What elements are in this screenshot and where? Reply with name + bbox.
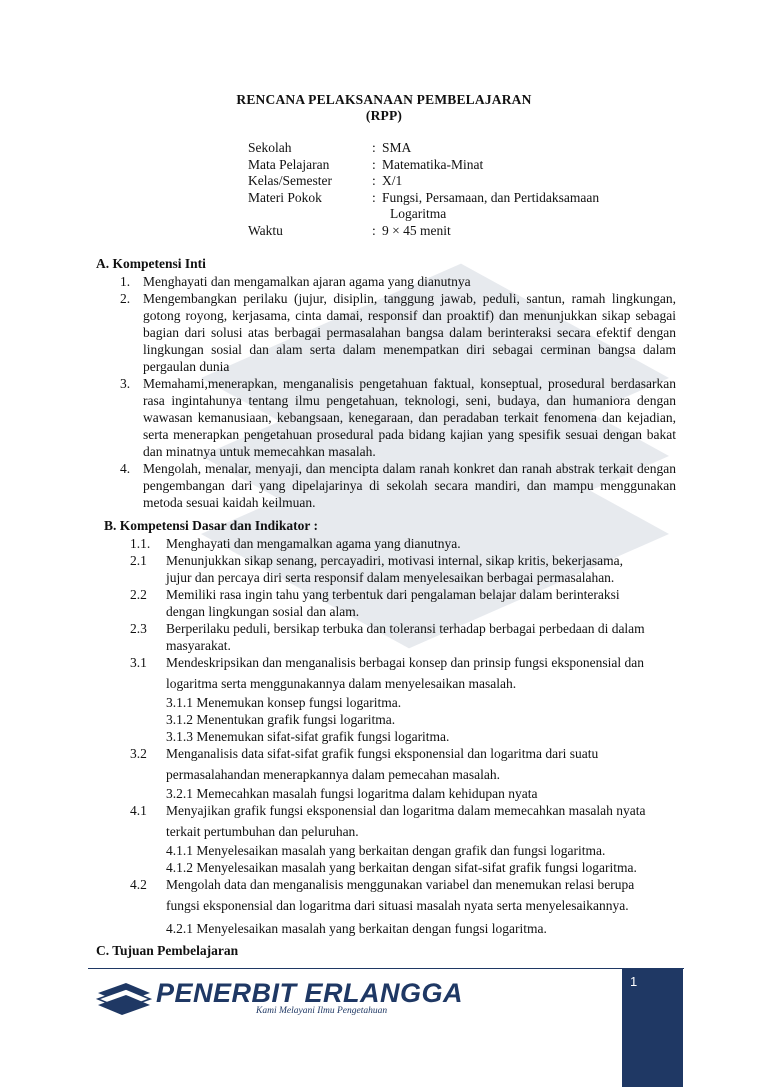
- kd-text: Berperilaku peduli, bersikap terbuka dan toleransi terhadap berbagai perbedaan di dalam: [166, 621, 645, 636]
- kd-text: logaritma serta menggunakannya dalam menyelesaikan masalah.: [166, 676, 517, 691]
- publisher-logo: [96, 977, 464, 1021]
- document-title: RENCANA PELAKSANAAN PEMBELAJARAN: [236, 92, 532, 107]
- kd-indicator: 3.1.3 Menemukan sifat-sifat grafik fungsi logaritma.: [166, 729, 450, 744]
- meta-value: Fungsi, Persamaan, dan Pertidaksamaan: [382, 189, 600, 205]
- publisher-name: PENERBIT ERLANGGA: [156, 978, 464, 1008]
- meta-colon: :: [372, 222, 376, 238]
- kd-text: Menunjukkan sikap senang, percayadiri, motivasi internal, sikap kritis, bekerjasama,: [166, 553, 623, 568]
- kd-indicator: 3.1.2 Menentukan grafik fungsi logaritma.: [166, 712, 396, 727]
- list-item-number: 1.: [120, 274, 131, 289]
- section-c-heading: C. Tujuan Pembelajaran: [96, 943, 239, 958]
- meta-label: Mata Pelajaran: [248, 156, 330, 172]
- book-stack-icon: [96, 979, 152, 1017]
- kd-indicator: 4.1.1 Menyelesaikan masalah yang berkaitan dengan grafik dan fungsi logaritma.: [166, 843, 606, 858]
- kd-indicator: 4.2.1 Menyelesaikan masalah yang berkaitan dengan fungsi logaritma.: [166, 921, 547, 936]
- meta-label: Materi Pokok: [248, 189, 322, 205]
- meta-label: Kelas/Semester: [248, 173, 332, 188]
- meta-label: Sekolah: [248, 140, 292, 155]
- kd-text: Mendeskripsikan dan menganalisis berbagai konsep dan prinsip fungsi eksponensial dan: [166, 655, 645, 670]
- kompetensi-inti-list: [120, 273, 676, 511]
- meta-colon: :: [372, 156, 376, 172]
- kd-text: Mengolah data dan menganalisis menggunakan variabel dan menemukan relasi berupa: [166, 877, 635, 892]
- list-item-number: 2.: [120, 291, 131, 306]
- list-item-number: 4.: [120, 461, 131, 476]
- section-a-heading: A. Kompetensi Inti: [96, 256, 206, 271]
- kd-text: Menghayati dan mengamalkan agama yang dianutnya.: [166, 536, 461, 551]
- list-item: [120, 273, 676, 290]
- page-number: 1: [630, 974, 638, 989]
- kd-number: 3.1: [130, 655, 147, 670]
- meta-colon: :: [372, 189, 376, 205]
- section-b-heading: B. Kompetensi Dasar dan Indikator :: [104, 518, 319, 533]
- list-item-number: 3.: [120, 376, 131, 391]
- kd-number: 4.1: [130, 803, 147, 818]
- kd-text: fungsi eksponensial dan logaritma dari situasi masalah nyata serta menyelesaikannya.: [166, 898, 629, 913]
- page-number-box: [622, 969, 683, 1087]
- list-item: [120, 375, 676, 460]
- list-item-text: Mengolah, menalar, menyaji, dan mencipta dalam ranah konkret dan ranah abstrak terkait dengan pengembangan dari yang dipelajarinya di sekolah secara mandiri, dan mampu menggunakan metoda sesuai kaidah keilmuan.: [143, 461, 676, 510]
- meta-value: 9 × 45 menit: [382, 222, 451, 238]
- kd-text: terkait pertumbuhan dan peluruhan.: [166, 824, 359, 839]
- kd-text: Menganalisis data sifat-sifat grafik fungsi eksponensial dan logaritma dari suatu: [166, 746, 599, 761]
- kd-text: permasalahandan menerapkannya dalam pemecahan masalah.: [166, 767, 500, 782]
- meta-colon: :: [372, 173, 376, 188]
- kd-indicator: 3.1.1 Menemukan konsep fungsi logaritma.: [166, 695, 402, 710]
- kd-text: Menyajikan grafik fungsi eksponensial dan logaritma dalam memecahkan masalah nyata: [166, 803, 646, 818]
- kd-number: 1.1.: [130, 536, 151, 551]
- meta-colon: :: [372, 140, 376, 155]
- kd-indicator: 3.2.1 Memecahkan masalah fungsi logaritma dalam kehidupan nyata: [166, 786, 538, 801]
- list-item-text: Menghayati dan mengamalkan ajaran agama yang dianutnya: [143, 274, 471, 289]
- kd-number: 4.2: [130, 877, 147, 892]
- meta-value: Matematika-Minat: [382, 156, 484, 172]
- kd-number: 3.2: [130, 746, 147, 761]
- kd-text: Memiliki rasa ingin tahu yang terbentuk dari pengalaman belajar dalam berinteraksi: [166, 587, 620, 602]
- list-item: [120, 290, 676, 375]
- list-item-text: Memahami,menerapkan, menganalisis pengetahuan faktual, konseptual, prosedural berdasarkan rasa ingintahunya tentang ilmu pengetahuan, teknologi, seni, budaya, dan humaniora dengan wawasan kemanusiaan, kebangsaan, kenegaraan, dan peradaban terkait fenomena dan kejadian, serta menerapkan pengetahuan prosedural pada bidang kajian yang spesifik sesuai dengan bakat dan minatnya untuk memecahkan masalah.: [143, 376, 676, 459]
- meta-value: SMA: [382, 140, 412, 155]
- meta-label: Waktu: [248, 222, 283, 238]
- kd-text: jujur dan percaya diri serta responsif dalam menyelesaikan berbagai permasalahan.: [166, 570, 615, 585]
- list-item: [120, 460, 676, 511]
- kd-indicator: 4.1.2 Menyelesaikan masalah yang berkaitan dengan sifat-sifat grafik fungsi logaritma.: [166, 860, 637, 875]
- kd-number: 2.2: [130, 587, 147, 602]
- footer-divider: [88, 968, 684, 969]
- list-item-text: Mengembangkan perilaku (jujur, disiplin, tanggung jawab, peduli, santun, ramah lingkungan, gotong royong, kerjasama, cinta damai, responsif dan proaktif) dan menunjukkan sikap sebagai bagian dari solusi atas berbagai permasalahan bangsa dalam berinteraksi secara efektif dengan lingkungan sosial dan alam serta dalam menempatkan diri sebagai cerminan bangsa dalam pergaulan dunia: [143, 291, 676, 374]
- kd-number: 2.3: [130, 621, 147, 636]
- meta-value: X/1: [382, 173, 403, 188]
- publisher-tagline: Kami Melayani Ilmu Pengetahuan: [256, 1006, 388, 1016]
- meta-value-continued: Logaritma: [390, 206, 447, 221]
- kd-number: 2.1: [130, 553, 147, 568]
- kd-text: masyarakat.: [166, 638, 231, 653]
- kd-text: dengan lingkungan sosial dan alam.: [166, 604, 360, 619]
- document-subtitle: (RPP): [365, 108, 403, 123]
